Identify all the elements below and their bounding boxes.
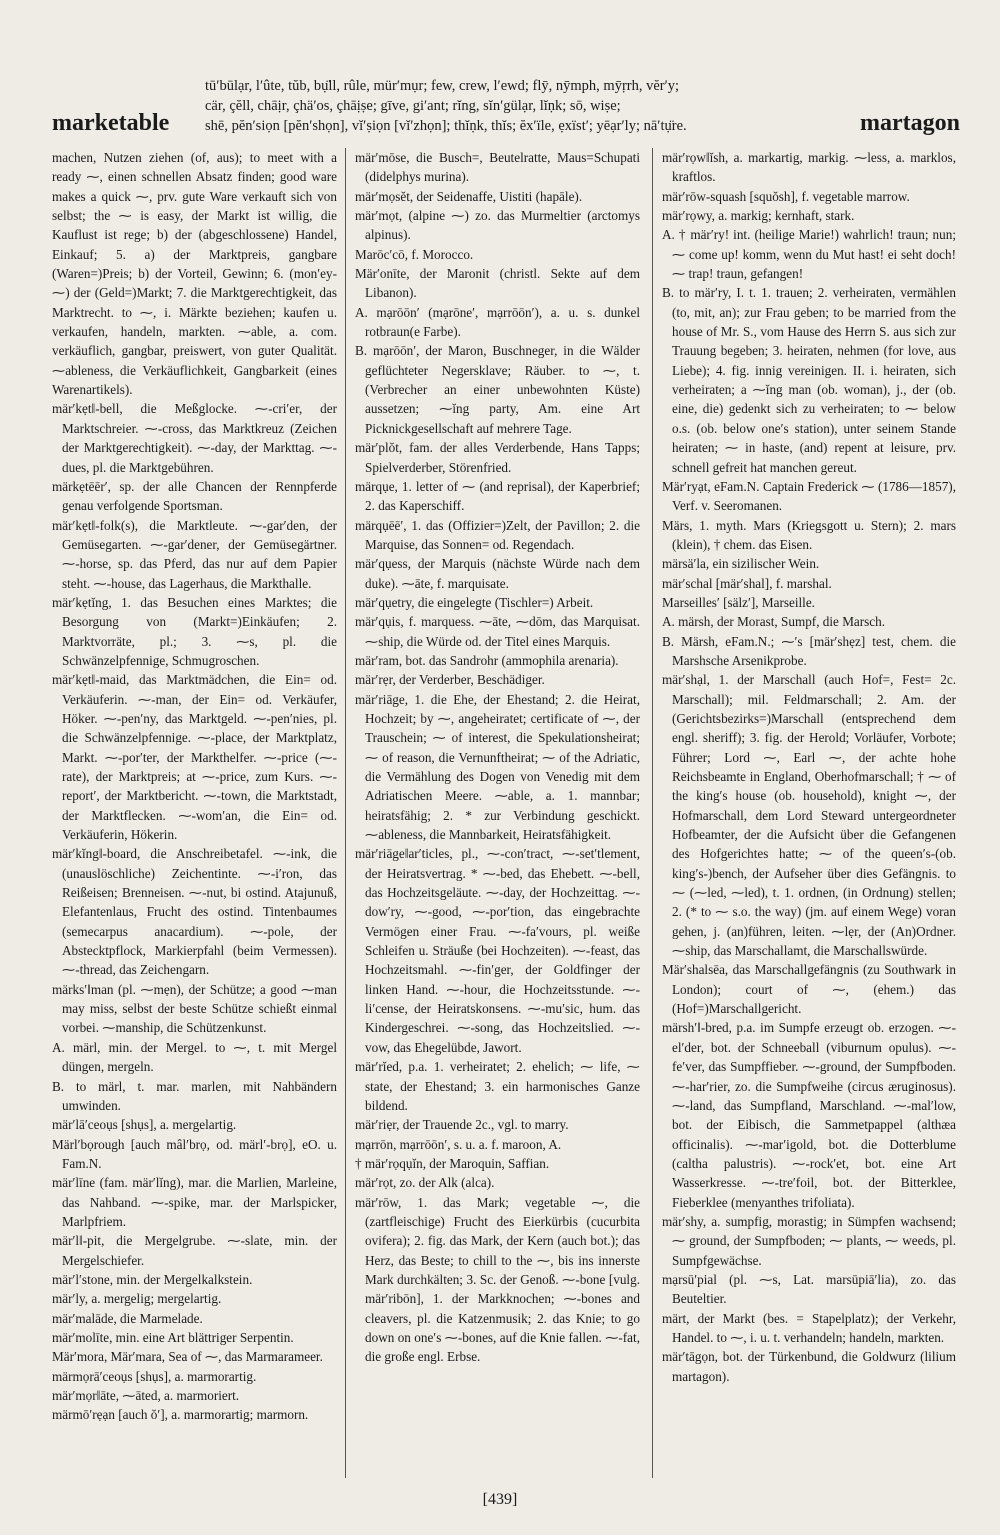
dictionary-entry: märks′‖man (pl. ⁓mẹn), der Schütze; a good ⁓man may miss, selbst der beste Schütze schießt einmal vorbei. ⁓manship, die Schützenkunst. [52,981,337,1036]
dictionary-entry: mär′rẹr, der Verderber, Beschädiger. [355,672,545,688]
dictionary-entry: mär′mọsĕt, der Seidenaffe, Uistiti (hapāle). [355,188,583,204]
dictionary-entry: B. to mär′ry, I. t. 1. trauen; 2. verheiraten, vermählen (to, mit, an); zur Frau geben; to be married from the house of Mr. S., vom Hause des Herrn S. aus sich zur Trauung begeben; 3. heiraten, nehmen (for love, aus Liebe); 4. fig. innig vereinigen. II. i. heiraten, sich verheiraten; a ⁓ĭng man (ob. woman), j., der (ob. eine, die) gedenkt sich zu verheiraten; to ⁓ below o.s. (ob. below one′s station), unter seinem Stande heiraten; ⁓ in haste, (and) repent at leisure, prv. schnell gefreit hat manchen gereut. [662,285,956,475]
dictionary-entry: mär′molīte, min. eine Art blättriger Serpentin. [52,1329,294,1345]
dictionary-entry: mär′schal [mär′shal], f. marshal. [662,575,832,591]
dictionary-entry: B. to märl, t. mar. marlen, mit Nahbändern umwinden. [52,1078,337,1113]
dictionary-entry: B. mạrōōn′, der Maron, Buschneger, in die Wälder geflüchteter Negersklave; Räuber. to ⁓, t. (Verbrecher an einer unbewohnten Küste) aussetzen; ⁓ĭng party, Am. eine Art Picknickgesellschaft auf mehrere Tage. [355,343,640,436]
dictionary-entry: mär′rọt, zo. der Alk (alca). [355,1175,495,1191]
dictionary-entry: mär′ram, bot. das Sandrohr (ammophila arenaria). [355,652,619,668]
dictionary-entry: mär′kẹt‖-bell, die Meßglocke. ⁓-cri′er, der Marktschreier. ⁓-cross, das Marktkreuz (Zeichen der Marktgerechtigkeit). ⁓-day, der Markttag. ⁓-dues, pl. die Marktgebühren. [52,401,337,475]
column-2 [355,148,640,1478]
dictionary-entry: Mär′mora, Mär′mara, Sea of ⁓, das Marmarameer. [52,1349,323,1365]
dictionary-entry: mär′kẹtĭng, 1. das Besuchen eines Marktes; die Besorgung von (Markt=)Einkäufen; 2. Marktvorräte, pl.; 3. ⁓s, pl. die Schwänzelpfennige, Schmugroschen. [52,594,337,668]
dictionary-entry: mär′rọw‖ĭsh, a. markartig, markig. ⁓less, a. marklos, kraftlos. [662,150,956,185]
dictionary-entry: mär′plŏt, fam. der alles Verderbende, Hans Tapps; Spielverderber, Störenfried. [355,440,640,475]
column-3 [662,148,956,1478]
dictionary-entry: machen, Nutzen ziehen (of, aus); to meet with a ready ⁓, einen schnellen Absatz finden; good ware makes a quick ⁓, prv. gute Ware verkauft sich von selbst; the ⁓ is easy, der Markt ist willig, die Kauflust ist rege; b) der (abgeschlossene) Handel, Einkauf; 5. a) der Marktpreis, gangbare (Waren=)Preis; b) der Vorteil, Gewinn; 6. (mon′ey-⁓) der (Geld=)Markt; 7. die Marktgerechtigkeit, das Marktrecht. to ⁓, i. Märkte beziehen; kaufen u. verkaufen, handeln, markten. ⁓able, a. com. verkäuflich, gangbar, preiswert, von guter Qualität. ⁓ableness, die Verkäuflichkeit, Gangbarkeit (eines Warenartikels). [52,150,337,398]
dictionary-entry: mär′mọr‖āte, ⁓āted, a. marmoriert. [52,1388,240,1403]
page-number: [439] [482,1491,518,1508]
dictionary-entry: märmō′rẹạn [auch ŏ′], a. marmorartig; marmorn. [52,1407,309,1423]
dictionary-entry: mär′lā′ceoụs [shụs], a. mergelartig. [52,1117,237,1133]
dictionary-entry: märqụe, 1. letter of ⁓ (and reprisal), der Kaperbrief; 2. das Kaperschiff. [355,478,640,514]
dictionary-entry: A. märl, min. der Mergel. to ⁓, t. mit Mergel düngen, mergeln. [52,1039,337,1075]
dictionary-entry: mär′kẹt‖-maid, das Marktmädchen, die Ein= od. Verkäuferin. ⁓-man, der Ein= od. Verkäufer, Höker. ⁓-pen′ny, das Marktgeld. ⁓-pen′nies, pl. die Schwänzelpfennige. ⁓-place, der Marktplatz, Markt. ⁓-por′ter, der Markthelfer. ⁓-price (⁓-rate), der Marktpreis; at ⁓-price, zum Kurs. ⁓-report′, der Marktbericht. ⁓-town, die Marktstadt, der Marktflecken. ⁓-wom′an, die Ein= od. Verkäuferin, Hökerin. [52,672,337,843]
dictionary-entry: mär′līne (fam. mär′lĭng), mar. die Marlien, Marleine, das Nahband. ⁓-spike, mar. der Marlspicker, Marlpfriem. [52,1175,337,1229]
dictionary-entry: mär′l′stone, min. der Mergelkalkstein. [52,1271,253,1287]
dictionary-entry: A. mạrōōn′ (mạrōne′, mạrrōōn′), a. u. s. dunkel rotbraun(e Farbe). [355,304,640,340]
dictionary-entry: mär′rōw-squash [squŏsh], f. vegetable marrow. [662,188,910,204]
dictionary-entry: mär′malāde, die Marmelade. [52,1310,203,1326]
dictionary-entry: Marseilles′ [sälz′], Marseille. [662,594,815,610]
dictionary-entry: mär′kẹt‖-folk(s), die Marktleute. ⁓-gar′den, der Gemüsegarten. ⁓-gar′dener, der Gemüsegärtner. ⁓-horse, sp. das Pferd, das nur auf dem Papier steht. ⁓-house, das Lagerhaus, die Markthalle. [52,517,337,591]
dictionary-entry: märmọrā′ceoụs [shụs], a. marmorartig. [52,1368,257,1384]
dictionary-entry: mär′riẹr, der Trauende 2c., vgl. to marry. [355,1117,569,1133]
dictionary-entry: Mär′shalsēa, das Marschallgefängnis (zu Southwark in London); court of ⁓, (ehem.) das (Hof=)Marschallgericht. [662,962,956,1017]
dictionary-entry: mär′kĭng‖-board, die Anschreibetafel. ⁓-ink, die (unauslöschliche) Zeichentinte. ⁓-i′ron, das Reißeisen; Brenneisen. ⁓-nut, bi ostind. Atajunuß, Elefantenlaus, Frucht des ostind. Tintenbaumes (semecarpus anacardium). ⁓-pole, der Abstecktpflock, Markierpfahl (beim Vermessen). ⁓-thread, das Zeichengarn. [52,846,337,978]
dictionary-entry: märt, der Markt (bes. = Stapelplatz); der Verkehr, Handel. to ⁓, i. u. t. verhandeln; handeln, markten. [662,1310,956,1345]
key-line: cär, çĕll, chāịr, çhä′os, çhāịṣe; gīve, gi′ant; rĭng, sĭn′gülạr, lĭṇk; sō, wiṣe; [205,98,621,114]
dictionary-entry: märkẹtēēr′, sp. der alle Chancen der Rennpferde genau verfolgende Sportsman. [52,478,337,514]
dictionary-entry: Marōc′cō, f. Morocco. [355,246,474,262]
dictionary-entry: mär′l‖-pit, die Mergelgrube. ⁓-slate, min. der Mergelschiefer. [52,1233,337,1268]
dictionary-entry: mär′rọwy, a. markig; kernhaft, stark. [662,208,855,224]
key-line: tū′būlạr, l′ûte, tŭb, bụ̈ll, rûle, mür′mụr; few, crew, l′ewd; flȳ, nȳmph, mȳṛrh, vĕr′y; [205,78,680,94]
dictionary-entry: B. Märsh, eFam.N.; ⁓′s [mär′shẹz] test, chem. die Marshsche Arsenikprobe. [662,633,956,668]
dictionary-entry: mär′qụis, f. marquess. ⁓āte, ⁓dōm, das Marquisat. ⁓ship, die Würde od. der Titel eines Marquis. [355,614,640,649]
dictionary-entry: mär′riāge, 1. die Ehe, der Ehestand; 2. die Heirat, Hochzeit; by ⁓, angeheiratet; certificate of ⁓, der Trauschein; ⁓ of interest, die Spekulationsheirat; ⁓ of reason, die Vernunftheirat; ⁓ of the Adriatic, die Vermählung des Dogen von Venedig mit dem Adriatischen Meere. ⁓able, a. 1. mannbar; heiratsfähig; 2. * zur Verbindung geschickt. ⁓ableness, die Mannbarkeit, Heiratsfähigkeit. [355,691,640,843]
key-line: shē, pĕn′siọn [pĕn′shọn], vĭ′ṣiọn [vĭ′zhọn]; thĭṇk, thĭs; ĕx′ïle, ẹxïst′; yēạr′ly; nā′tụ̈re. [205,118,687,134]
columns [52,148,956,1478]
dictionary-entry: mär′tāgọn, bot. der Türkenbund, die Goldwurz (lilium martagon). [662,1349,956,1384]
dictionary-entry: mär′ly, a. mergelig; mergelartig. [52,1291,222,1307]
dictionary-entry: Märl′bọrough [auch mâl′brọ, od. märl′-brọ], eO. u. Fam.N. [52,1136,337,1171]
dictionary-entry: A. märsh, der Morast, Sumpf, die Marsch. [662,614,886,630]
guide-word-right: martagon [860,110,960,136]
dictionary-entry: A. † mär′ry! int. (heilige Marie!) wahrlich! traun; nun; ⁓ come up! komm, wenn du Mut hast! ei seht doch! ⁓ trap! traun, gefangen! [662,227,956,282]
dictionary-entry: mạrsū′pial (pl. ⁓s, Lat. marsūpiā′lia), zo. das Beuteltier. [662,1271,956,1307]
dictionary-entry: mär′shạl, 1. der Marschall (auch Hof=, Fest= 2c. Marschall); mil. Feldmarschall; 2. Am. der (Gerichtsbezirks=)Marschall (entsprechend dem engl. sheriff); 3. fig. der Herold; Vorläufer, Vorbote; Führer; Lord ⁓, Earl ⁓, der achte hohe Reichsbeamte in England, Oberhofmarschall; † ⁓ of the king′s house (ob. household), knight ⁓, der Hofmarschall, dem Lord Steward untergeordneter Hofbeamter, der die Aufsicht über die Gefangenen des Hofgerichtes hatte; ⁓ of the queen′s-(ob. king′s-)bench, der Aufseher über dies Gefängnis. to ⁓ (⁓led, ⁓led), t. 1. ordnen, (in Ordnung) stellen; 2. (* to ⁓ s.o. the way) (jm. auf einem Wege) voran gehen, j. (an)führen, leiten. ⁓lẹr, der (An)Ordner. ⁓ship, das Marschallamt, die Marschallswürde. [662,672,956,959]
dictionary-entry: mär′riāge‖ar′ticles, pl., ⁓-con′tract, ⁓-set′tlement, der Heiratsvertrag. * ⁓-bed, das Ehebett. ⁓-bell, das Hochzeitsgeläute. ⁓-day, der Hochzeittag. ⁓-dow′ry, ⁓-good, ⁓-por′tion, das eingebrachte Vermögen einer Frau. ⁓-fa′vours, pl. weiße Schleifen u. Sträuße (bei Hochzeiten). ⁓-feast, das Hochzeitsmahl. ⁓-fin′ger, der Goldfinger der linken Hand. ⁓-hour, die Hochzeitsstunde. ⁓-li′cense, der Heiratskonsens. ⁓-mu′sic, hum. das Kindergeschrei. ⁓-song, das Hochzeitslied. ⁓-vow, das Ehegelübde, Jawort. [355,846,640,1055]
column-1 [52,148,337,1478]
dictionary-entry: mär′qụetry, die eingelegte (Tischler=) Arbeit. [355,594,594,610]
dictionary-entry: mär′mōse, die Busch=, Beutelratte, Maus=Schupati (didelphys murina). [355,150,640,185]
dictionary-entry: märsä′la, ein sizilischer Wein. [662,556,820,572]
dictionary-entry: mär′mọt, (alpine ⁓) zo. das Murmeltier (arctomys alpinus). [355,208,640,243]
guide-word-left: marketable [52,110,170,136]
dictionary-entry: † mär′rọqụĭn, der Maroquin, Saffian. [355,1155,550,1171]
dictionary-entry: mär′qụess, der Marquis (nächste Würde nach dem duke). ⁓āte, f. marquisate. [355,556,640,591]
dictionary-entry: mạrrōn, mạrrōōn′, s. u. a. f. maroon, A. [355,1136,562,1152]
dictionary-entry: mär′shy, a. sumpfig, morastig; in Sümpfen wachsend; ⁓ ground, der Sumpfboden; ⁓ plants, ⁓ weeds, pl. Sumpfgewächse. [662,1213,956,1268]
dictionary-entry: märqụēē′, 1. das (Offizier=)Zelt, der Pavillon; 2. die Marquise, das Sonnen= od. Regendach. [355,517,640,552]
dictionary-entry: märsh′‖-bred, p.a. im Sumpfe erzeugt ob. erzogen. ⁓-el′der, bot. der Schneeball (viburnum opulus). ⁓-fe′ver, das Sumpffieber. ⁓-ground, der Sumpfboden. ⁓-har′rier, zo. die Sumpfweihe (circus æruginosus). ⁓-land, das Sumpfland, Marschland. ⁓-mal′low, bot. der Eibisch, die Sammetpappel (althæa officinalis). ⁓-mar′igold, bot. die Dotterblume (caltha palustris). ⁓-rock′et, bot. eine Art Wasserkresse. ⁓-tre′foil, bot. der Bitterklee, Fieberklee (menyanthes trifoliata). [662,1020,956,1210]
dictionary-entry: mär′rĭed, p.a. 1. verheiratet; 2. ehelich; ⁓ life, ⁓ state, der Ehestand; 3. ein harmonisches Ganze bildend. [355,1059,640,1113]
dictionary-entry: mär′rōw, 1. das Mark; vegetable ⁓, die (zartfleischige) Frucht des Eierkürbis (cucurbita ovifera); 2. fig. das Mark, der Kern (auch bot.); das Herz, das Beste; to chill to the ⁓, bis ins innerste Mark durchkälten; 3. Sc. der Genoß. ⁓-bone [vulg. mär′ribōn], 1. der Markknochen; ⁓-bones and cleavers, pl. die Katzenmusik; 2. das Knie; to go down on one′s ⁓-bones, auf die Knie fallen. ⁓-fat, die große engl. Erbse. [355,1194,640,1365]
dictionary-entry: Mär′onīte, der Maronit (christl. Sekte auf dem Libanon). [355,266,640,301]
dictionary-entry: Märs, 1. myth. Mars (Kriegsgott u. Stern); 2. mars (klein), † chem. das Eisen. [662,517,956,552]
dictionary-entry: Mär′ryạt, eFam.N. Captain Frederick ⁓ (1786—1857), Verf. v. Seeromanen. [662,478,956,514]
pronunciation-key [205,76,795,136]
